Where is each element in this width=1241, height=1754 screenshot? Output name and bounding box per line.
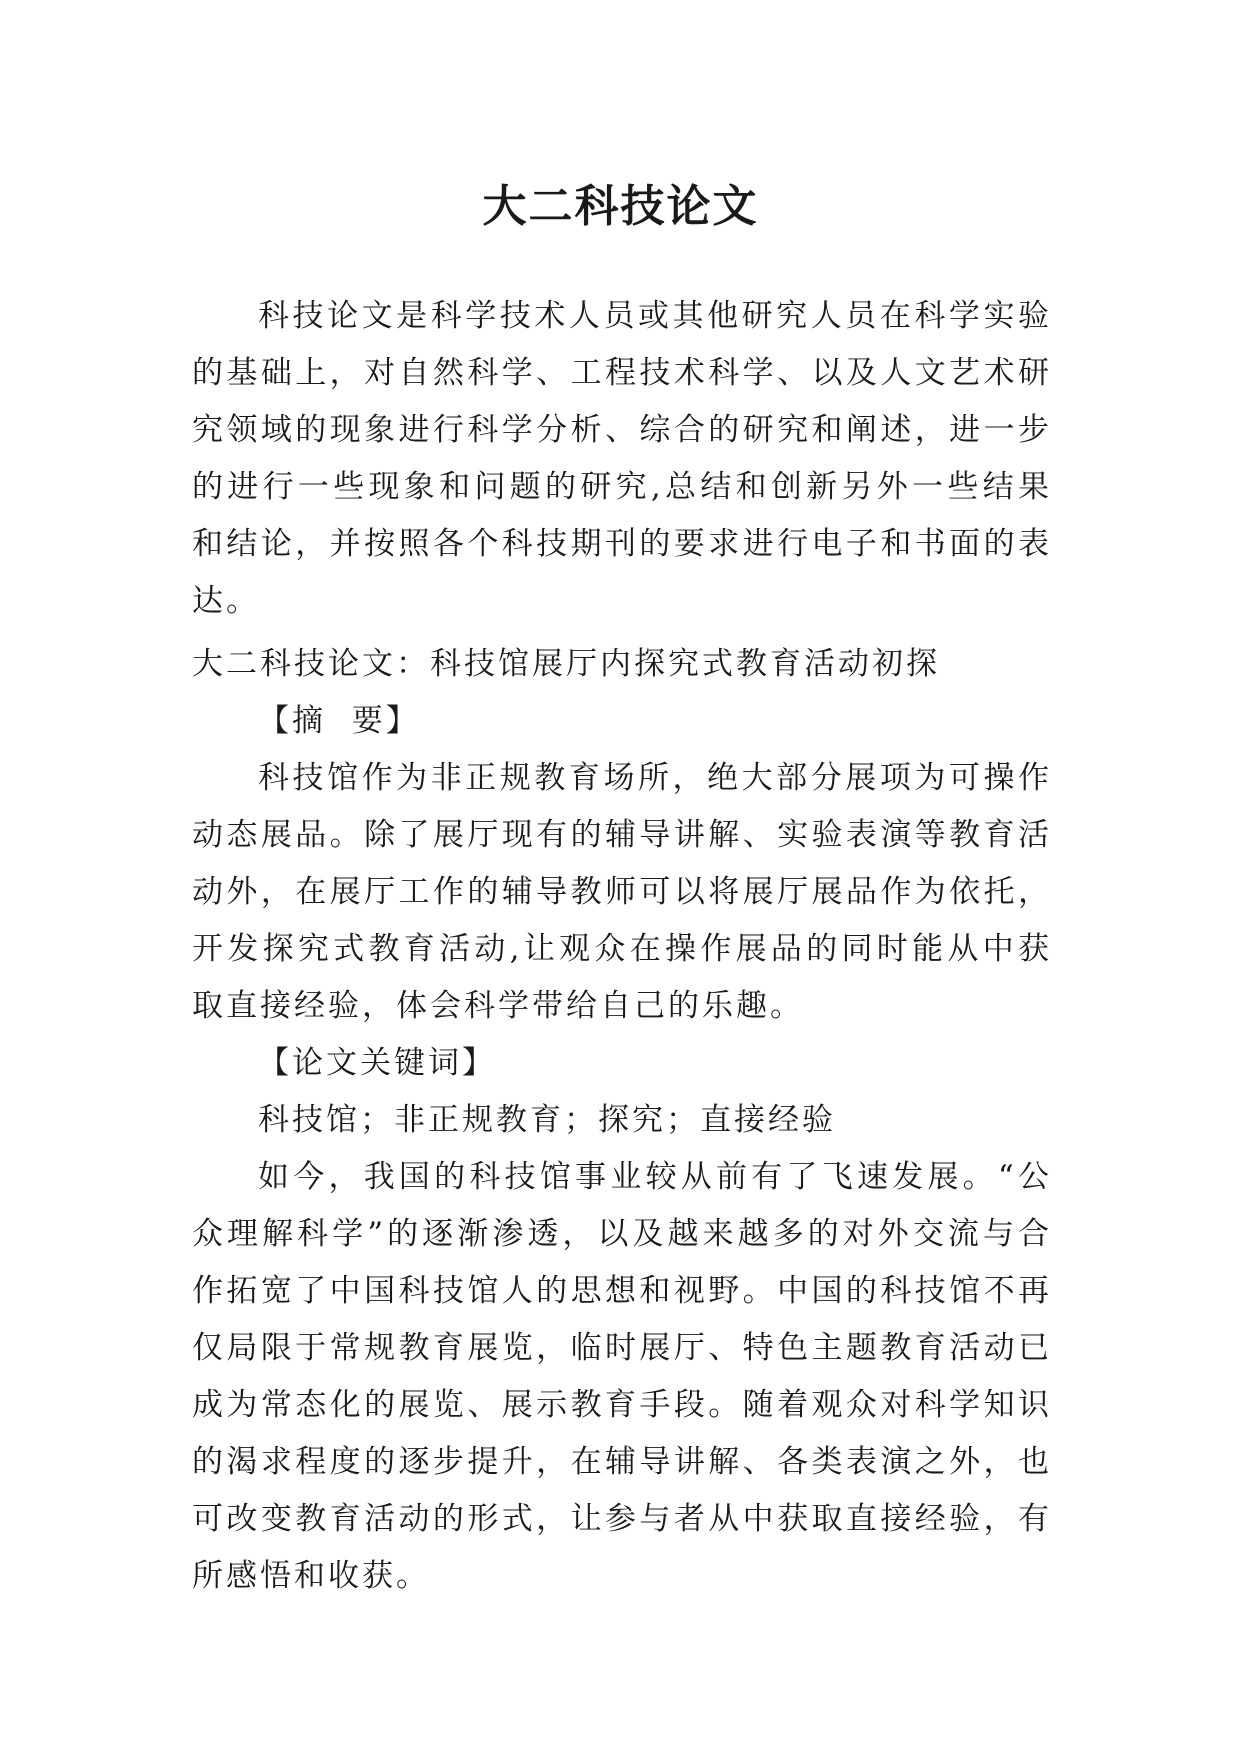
article-section	[192, 636, 1052, 1605]
abstract-paragraph: 科技馆作为非正规教育场所，绝大部分展项为可操作动态展品。除了展厅现有的辅导讲解、实验表演等教育活动外，在展厅工作的辅导教师可以将展厅展品作为依托，开发探究式教育活动,让观众在操作展品的同时能从中获取直接经验，体会科学带给自己的乐趣。	[192, 760, 1052, 1024]
document-title: 大二科技论文	[482, 181, 759, 233]
keywords-label: 【论文关键词】	[258, 1045, 496, 1081]
keywords-text: 科技馆；非正规教育；探究；直接经验	[258, 1102, 836, 1138]
body-paragraph: 如今，我国的科技馆事业较从前有了飞速发展。“公众理解科学”的逐渐渗透，以及越来越多的对外交流与合作拓宽了中国科技馆人的思想和视野。中国的科技馆不再仅局限于常规教育展览，临时展厅、特色主题教育活动已成为常态化的展览、展示教育手段。随着观众对科学知识的渴求程度的逐步提升，在辅导讲解、各类表演之外，也可改变教育活动的形式，让参与者从中获取直接经验，有所感悟和收获。	[192, 1159, 1052, 1594]
intro-section	[192, 288, 1052, 630]
intro-paragraph: 科技论文是科学技术人员或其他研究人员在科学实验的基础上，对自然科学、工程技术科学、以及人文艺术研究领域的现象进行科学分析、综合的研究和阐述，进一步的进行一些现象和问题的研究,总结和创新另外一些结果和结论，并按照各个科技期刊的要求进行电子和书面的表达。	[192, 298, 1052, 619]
abstract-label: 【摘 要】	[258, 703, 420, 739]
article-heading: 大二科技论文：科技馆展厅内探究式教育活动初探	[192, 646, 940, 682]
